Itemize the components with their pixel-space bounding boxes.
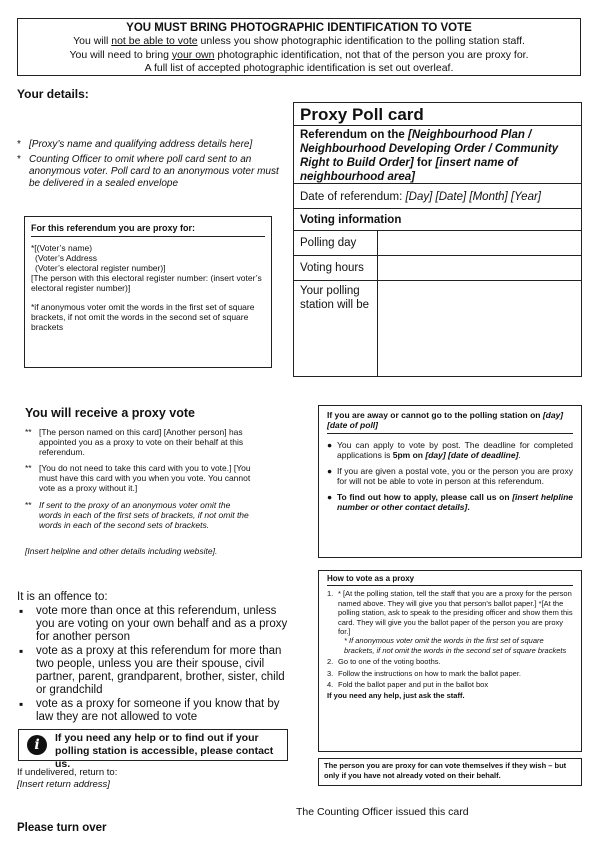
- away-b1-a: You can apply to vote by post. The deadline for completed applications is: [337, 440, 573, 460]
- away-b3-contact: [insert helpline number or other contact details]: [337, 492, 573, 512]
- card-ref-area: [insert name of neighbourhood area]: [300, 157, 518, 183]
- card-date-label: Date of referendum:: [300, 191, 406, 203]
- offence-item-1-text: vote more than once at this referendum, unless you are voting on your own behalf and as a proxy for another person: [36, 605, 288, 643]
- banner-line-2: [18, 49, 580, 63]
- offence-item-2: [17, 645, 292, 697]
- step-1-note: * If anonymous voter omit the words in the first set of square brackets, if not omit the words in the second set of square brackets: [344, 636, 567, 655]
- step-1: [327, 589, 573, 655]
- note-2-text: Counting Officer to omit where poll card sent to an anonymous voter. Poll card to an anonymous voter must be delivered in a sealed envelope: [29, 154, 279, 189]
- note-star: *: [17, 154, 21, 165]
- receive-proxy-vote-heading: You will receive a proxy vote: [25, 406, 195, 420]
- card-referendum: [294, 126, 581, 184]
- register-number-person: [The person with this electoral register number: (insert voter’s electoral register number)]: [31, 273, 262, 293]
- away-item-3: [327, 492, 573, 512]
- receive-p2-text: [You do not need to take this card with you to vote.] [You must have this card with you when you vote. You cannot vote as a proxy without it.]: [39, 463, 251, 493]
- offence-item-1: [17, 605, 292, 645]
- note-1-text: [Proxy’s name and qualifying address details here]: [29, 139, 253, 150]
- banner-line-1-b: unless you show photographic identification to the polling station staff.: [197, 35, 525, 47]
- polling-station-row: [294, 281, 581, 376]
- column-divider: [377, 281, 378, 376]
- away-b1-b: 5pm on: [392, 450, 426, 460]
- help-box: [18, 729, 288, 770]
- step-3-text: Follow the instructions on how to mark the ballot paper.: [338, 668, 522, 678]
- anonymous-voter-note: [17, 154, 279, 190]
- step-4: [327, 680, 573, 689]
- offence-item-3: [17, 698, 292, 726]
- polling-station-label: Your polling station will be: [300, 285, 370, 311]
- away-b3-end: .: [467, 502, 470, 512]
- voter-address: (Voter’s Address: [35, 253, 98, 263]
- receive-paragraph-3: [25, 500, 255, 530]
- step-2-text: Go to one of the voting booths.: [338, 657, 441, 667]
- double-star: **: [25, 500, 32, 510]
- receive-paragraph-2: [25, 463, 255, 493]
- banner-line-2-a: You will need to bring: [69, 48, 172, 61]
- polling-day-label: Polling day: [300, 237, 357, 249]
- how-to-vote-help: If you need any help, just ask the staff.: [327, 691, 465, 701]
- bullet: ▪: [19, 644, 24, 658]
- receive-p3-text: If sent to the proxy of an anonymous voter omit the words in each of the first sets of brackets, if not omit the words in each of the second sets of brackets.: [39, 500, 249, 530]
- away-item-1: [327, 440, 573, 460]
- offence-heading: It is an offence to:: [17, 591, 108, 603]
- card-ref-order: [Neighbourhood Plan / Neighbourhood Developing Order / Community Right to Build Order]: [300, 129, 559, 169]
- away-b1-deadline: [day] [date of deadline]: [425, 450, 519, 460]
- how-to-vote-steps: [327, 589, 573, 689]
- step-1-text: * [At the polling station, tell the staff that you are a proxy for the person named above. They will give you that person’s ballot paper.] *[At the polling station, ask to speak to the presiding officer and show them this card. They will give you the ballot paper of the person you are proxy for.]: [338, 589, 573, 637]
- info-icon: i: [27, 735, 47, 755]
- note-star: *: [17, 139, 21, 150]
- how-to-vote-box: [318, 570, 582, 752]
- bullet: ▪: [19, 697, 24, 711]
- away-list: [327, 440, 573, 512]
- voter-register-number: (Voter’s electoral register number)]: [35, 263, 166, 273]
- card-date-row: [294, 184, 581, 209]
- banner-line-1-a: You will: [73, 35, 112, 47]
- banner-line-2-b: photographic identification, not that of the person you are proxy for.: [214, 48, 529, 61]
- how-to-vote-title: How to vote as a proxy: [327, 574, 573, 586]
- step-4-text: Fold the ballot paper and put in the ballot box: [338, 680, 489, 690]
- step-3: [327, 669, 573, 678]
- offence-item-2-text: vote as a proxy at this referendum for more than two people, unless you are their spouse, civil partner, parent, grandparent, brother, sister, child or grandchild: [36, 645, 285, 696]
- step-number: 2.: [327, 657, 334, 667]
- anonymous-omit-note: *if anonymous voter omit the words in the first set of square brackets, if not omit the words in the second set of square brackets: [31, 302, 255, 332]
- column-divider: [377, 256, 378, 280]
- away-box: [318, 405, 582, 558]
- away-b3-a: To find out how to apply, please call us on: [337, 492, 513, 502]
- polling-day-row: [294, 231, 581, 256]
- bullet: ●: [327, 440, 333, 450]
- proxy-address-note: [17, 139, 272, 151]
- away-b2-text: If you are given a postal vote, you or the person you are proxy for will not be able to vote in person at this referendum.: [337, 466, 573, 486]
- receive-paragraph-1: [25, 427, 245, 457]
- step-number: 3.: [327, 668, 334, 678]
- receive-p1-text: [The person named on this card] [Another person] has appointed you as a proxy to vote on their behalf at this referendum.: [39, 427, 244, 457]
- voting-hours-row: [294, 256, 581, 281]
- banner-title: YOU MUST BRING PHOTOGRAPHIC IDENTIFICATION TO VOTE: [126, 22, 472, 34]
- away-b1-end: .: [518, 450, 521, 460]
- offence-item-3-text: vote as a proxy for someone if you know that by law they are not allowed to vote: [36, 698, 280, 723]
- proxy-for-box: [24, 216, 272, 368]
- column-divider: [377, 231, 378, 255]
- step-number: 1.: [327, 589, 334, 599]
- proxy-for-title: For this referendum you are proxy for:: [31, 223, 265, 237]
- receive-helpline: [Insert helpline and other details including website].: [25, 546, 218, 556]
- double-star: **: [25, 463, 32, 473]
- step-2: [327, 657, 573, 666]
- proxy-poll-card: [293, 102, 582, 377]
- voting-information-heading: Voting information: [294, 209, 581, 231]
- voting-hours-label: Voting hours: [300, 262, 364, 274]
- banner-line-1-underlined: not be able to vote: [111, 35, 198, 47]
- card-ref-a: Referendum on the: [300, 129, 408, 141]
- card-date-value: [Day] [Date] [Month] [Year]: [405, 191, 541, 203]
- voter-name: *[(Voter’s name): [31, 243, 93, 253]
- your-details-heading: Your details:: [17, 87, 89, 101]
- bullet: ●: [327, 492, 333, 502]
- card-ref-c: for: [413, 157, 436, 169]
- issued-by: The Counting Officer issued this card: [296, 806, 469, 818]
- step-number: 4.: [327, 680, 334, 690]
- please-turn-over: Please turn over: [17, 822, 107, 834]
- undelivered-label: If undelivered, return to:: [17, 767, 118, 778]
- photo-id-banner: [17, 18, 581, 76]
- banner-line-3: A full list of accepted photographic identification is set out overleaf.: [144, 62, 454, 74]
- double-star: **: [25, 427, 32, 437]
- away-title: [327, 410, 573, 434]
- away-title-a: If you are away or cannot go to the polling station on: [327, 410, 543, 420]
- proxy-self-vote-note: The person you are proxy for can vote themselves if they wish – but only if you have not already voted on their behalf.: [318, 758, 582, 786]
- return-address: [Insert return address]: [17, 779, 110, 790]
- away-item-2: [327, 466, 573, 486]
- bullet: ▪: [19, 604, 24, 618]
- away-title-date: [day] [date of poll]: [327, 410, 564, 430]
- undelivered-return: [17, 767, 117, 791]
- banner-line-1: [18, 35, 580, 49]
- banner-line-2-underlined: your own: [171, 48, 215, 61]
- help-text: If you need any help or to find out if your polling station is accessible, please contact us.: [55, 732, 274, 770]
- bullet: ●: [327, 466, 333, 476]
- card-title: Proxy Poll card: [294, 103, 581, 126]
